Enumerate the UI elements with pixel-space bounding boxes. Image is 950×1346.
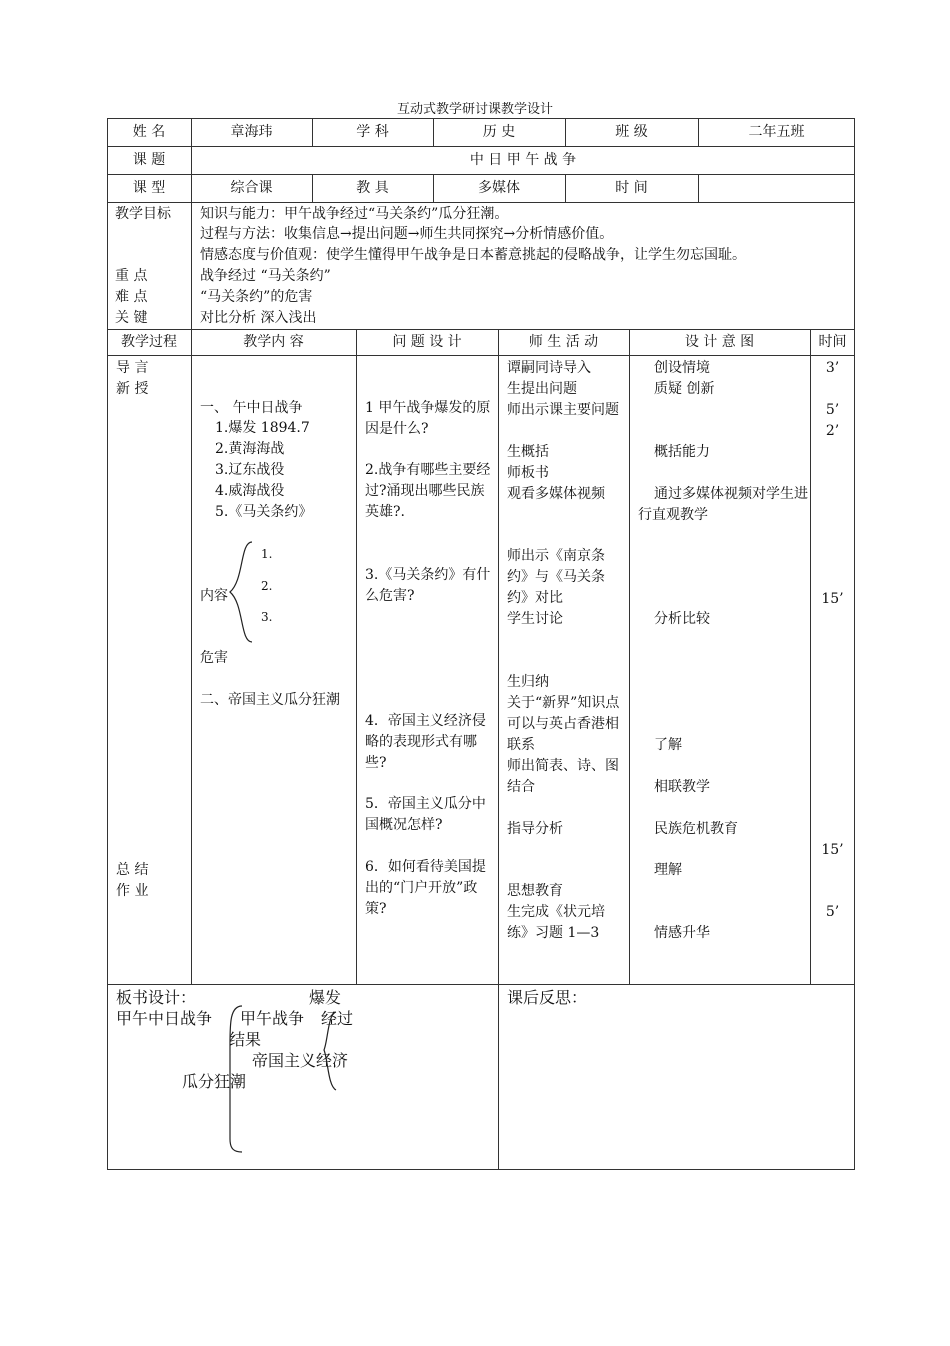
subject-label: 学 科 [356, 124, 389, 140]
board-partition: 瓜分狂潮 [182, 1072, 247, 1091]
question-3: 3.《马关条约》有什么危害? [365, 567, 491, 604]
content-harm: 危害 [200, 650, 228, 666]
intent-9: 理解 [654, 862, 682, 878]
tools-value: 多媒体 [478, 180, 520, 196]
question-4: 4．帝国主义经济侵略的表现形式有哪些? [365, 713, 486, 771]
content-brace [226, 540, 256, 644]
activity-1: 谭嗣同诗导入 [507, 360, 591, 376]
activity-13: 思想教育 [507, 883, 563, 899]
header-process: 教学过程 [121, 334, 177, 350]
activity-5: 师板书 [507, 465, 549, 481]
difficulty-label: 难 点 [115, 289, 148, 305]
content-sub: 1. [261, 547, 273, 561]
board-brace-large [222, 1004, 246, 1154]
activity-11: 师出简表、诗、图结合 [507, 758, 619, 795]
intent-5: 分析比较 [654, 611, 710, 627]
intent-10: 情感升华 [654, 925, 710, 941]
intent-1: 创设情境 [654, 360, 710, 376]
header-intent: 设 计 意 图 [684, 334, 755, 350]
content-sub: 2. [261, 579, 273, 593]
col-line [191, 118, 192, 984]
row-line [107, 355, 855, 356]
content-item: 3.辽东战役 [215, 462, 285, 478]
difficulty-value: “马关条约”的危害 [200, 289, 313, 305]
time-cell: 5’ [825, 904, 840, 920]
activity-10: 关于“新界”知识点可以与英占香港相联系 [507, 695, 620, 753]
document-title: 互动式教学研讨课教学设计 [396, 102, 553, 117]
header-content: 教学内 容 [243, 334, 304, 350]
process-summary: 总 结 [116, 862, 149, 878]
col-line [629, 329, 630, 984]
time-cell: 15’ [821, 591, 844, 607]
col-line [698, 174, 699, 202]
question-5: 5．帝国主义瓜分中国概况怎样? [365, 796, 486, 833]
topic-value: 中 日 甲 午 战 争 [469, 152, 577, 168]
board-result: 结果 [229, 1030, 262, 1049]
objectives-label: 教学目标 [115, 206, 171, 222]
board-war: 甲午战争 [240, 1009, 305, 1028]
time-cell: 15’ [821, 842, 844, 858]
board-outbreak: 爆发 [309, 988, 342, 1007]
board-course: 经过 [321, 1009, 354, 1028]
activity-4: 生概括 [507, 444, 549, 460]
focus-label: 重 点 [115, 268, 148, 284]
content-section-1: 一、 午中日战争 [200, 400, 303, 416]
time-cell: 2’ [825, 423, 840, 439]
objective-knowledge: 知识与能力：甲午战争经过“马关条约”瓜分狂潮。 [200, 206, 509, 222]
key-value: 对比分析 深入浅出 [200, 310, 317, 326]
col-line [498, 329, 499, 1170]
process-intro: 导 言 [116, 360, 149, 376]
tools-label: 教 具 [356, 180, 389, 196]
content-neirong: 内容 [200, 588, 228, 604]
board-label: 板书设计： [116, 988, 197, 1007]
question-6: 6．如何看待美国提出的“门户开放”政策? [365, 859, 486, 917]
time-label: 时 间 [615, 180, 648, 196]
question-2: 2.战争有哪些主要经过?涌现出哪些民族英雄?. [365, 462, 491, 520]
content-item: 4.威海战役 [215, 483, 285, 499]
row-line [107, 174, 855, 175]
focus-value: 战争经过 “马关条约” [200, 268, 331, 284]
objective-emotion: 情感态度与价值观：使学生懂得甲午战争是日本蓄意挑起的侵略战争，让学生勿忘国耻。 [200, 247, 746, 263]
row-line [107, 202, 855, 203]
process-new: 新 授 [116, 381, 149, 397]
name-label: 姓 名 [132, 124, 166, 140]
header-time: 时间 [818, 334, 847, 350]
time-cell: 3’ [825, 360, 840, 376]
intent-6: 了解 [654, 737, 682, 753]
time-cell: 5’ [825, 402, 840, 418]
content-sub: 3. [261, 610, 273, 624]
board-brace-small [322, 1010, 340, 1092]
activity-6: 观看多媒体视频 [507, 486, 605, 502]
type-value: 综合课 [230, 180, 273, 196]
activity-8: 学生讨论 [507, 611, 563, 627]
activity-12: 指导分析 [507, 821, 563, 837]
class-label: 班 级 [615, 124, 648, 140]
objective-process: 过程与方法：收集信息→提出问题→师生共同探究→分析情感价值。 [200, 226, 614, 242]
intent-2: 质疑 创新 [654, 381, 715, 397]
subject-value: 历 史 [482, 124, 516, 140]
content-item: 2.黄海海战 [215, 441, 285, 457]
header-questions: 问 题 设 计 [392, 334, 462, 350]
activity-3: 师出示课主要问题 [507, 402, 619, 418]
board-left: 甲午中日战争 [116, 1009, 213, 1028]
process-homework: 作 业 [116, 883, 149, 899]
topic-label: 课 题 [132, 152, 166, 168]
row-line [107, 984, 855, 985]
content-item: 1.爆发 1894.7 [215, 420, 310, 436]
intent-4: 通过多媒体视频对学生进行直观教学 [638, 486, 808, 523]
intent-7: 相联教学 [654, 779, 710, 795]
reflection-label: 课后反思： [507, 988, 588, 1007]
activity-9: 生归纳 [507, 674, 549, 690]
row-line [107, 329, 855, 330]
type-label: 课 型 [132, 180, 166, 196]
intent-8: 民族危机教育 [654, 821, 738, 837]
content-section-2: 二、帝国主义瓜分狂潮 [200, 692, 340, 708]
activity-2: 生提出问题 [507, 381, 577, 397]
class-value: 二年五班 [748, 124, 805, 140]
name-value: 章海玮 [230, 124, 273, 140]
intent-3: 概括能力 [654, 444, 710, 460]
content-item: 5.《马关条约》 [215, 504, 313, 520]
header-activities: 师 生 活 动 [528, 334, 599, 350]
row-line [107, 146, 855, 147]
key-label: 关 键 [115, 310, 148, 326]
question-1: 1 甲午战争爆发的原因是什么? [365, 400, 491, 437]
col-line [356, 329, 357, 984]
activity-7: 师出示《南京条约》与《马关条约》对比 [507, 548, 605, 606]
board-economy: 帝国主义经济 [252, 1051, 349, 1070]
activity-14: 生完成《状元培练》习题 1—3 [507, 904, 605, 941]
